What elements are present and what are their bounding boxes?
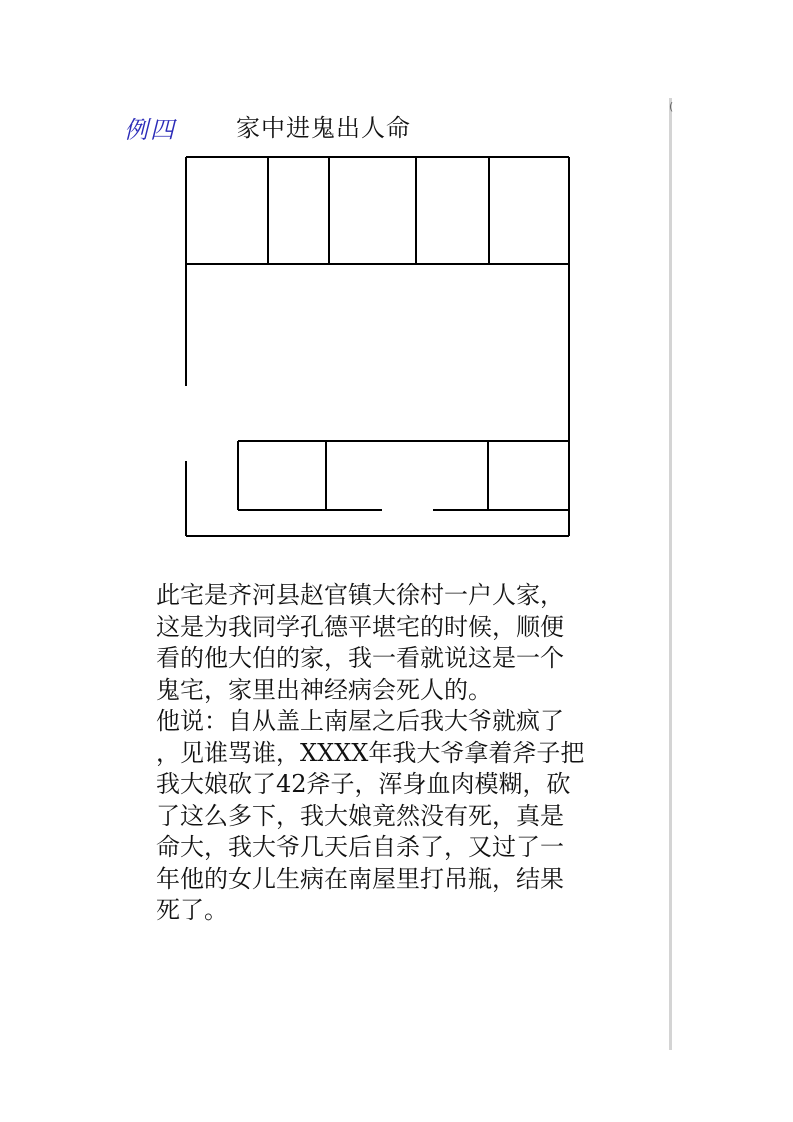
description-paragraph-2: 他说：自从盖上南屋之后我大爷就疯了 ，见谁骂谁，XXXX年我大爷拿着斧子把 我大娘砍了42斧子，浑身血肉模糊，砍 了这么多下，我大娘竟然没有死，真是 命大，我大爷几天后自杀了，又过了一 年他的女儿生病在南屋里打吊瓶，结果 死了。: [156, 707, 585, 924]
example-label: 例四: [124, 116, 176, 144]
case-title: 家中进鬼出人命: [236, 114, 411, 142]
margin-mark: (: [669, 100, 674, 113]
description-paragraph-1: 此宅是齐河县赵官镇大徐村一户人家， 这是为我同学孔德平堪宅的时候，顺便 看的他大伯的家，我一看就说这是一个 鬼宅，家里出神经病会死人的。: [156, 581, 564, 704]
house-floor-plan: [180, 150, 580, 550]
page-edge-line: [669, 98, 672, 1050]
case-description: [156, 580, 626, 927]
